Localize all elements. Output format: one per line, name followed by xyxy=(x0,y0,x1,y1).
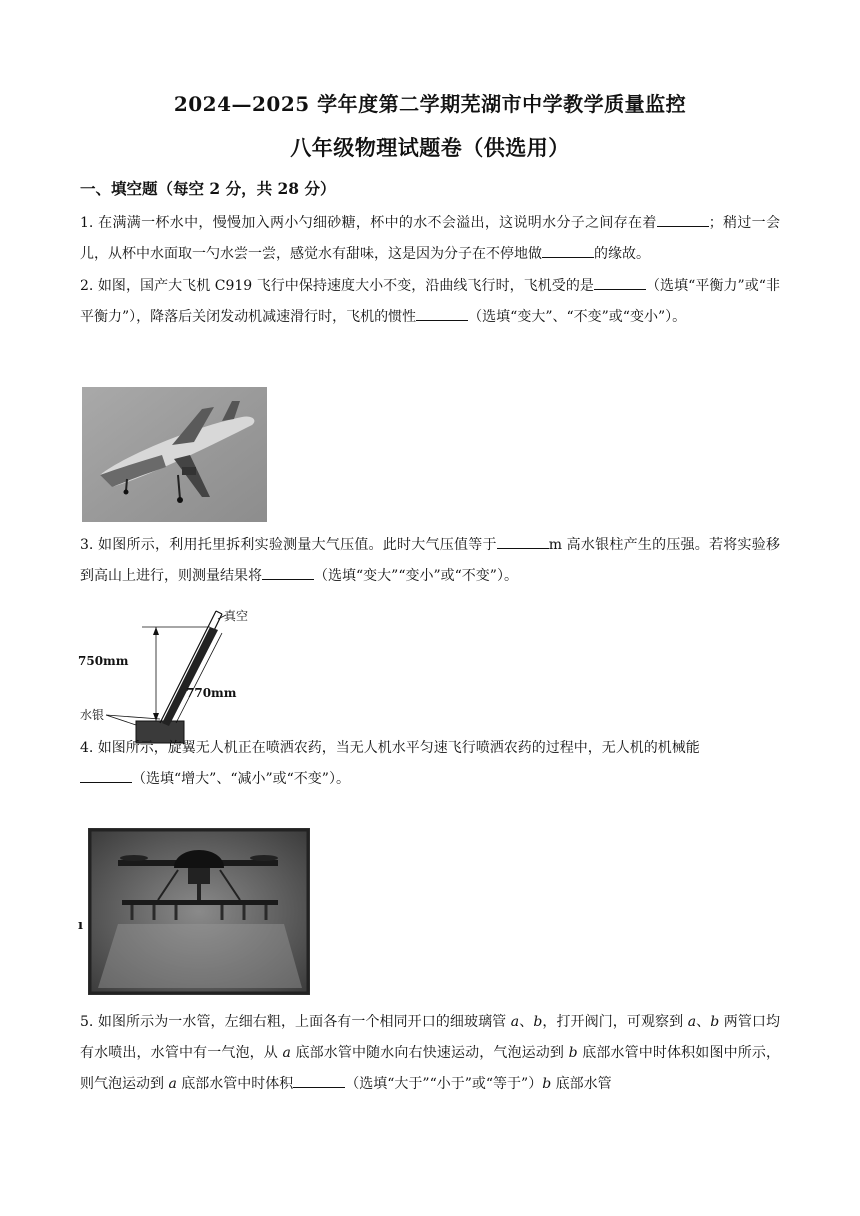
question-3 xyxy=(80,530,780,592)
vacuum-label: 真空 xyxy=(224,609,249,623)
question-text: 4. 如图所示，旋翼无人机正在喷洒农药，当无人机水平匀速飞行喷洒农药的过程中，无人机的机械能 xyxy=(80,740,700,756)
question-5 xyxy=(80,1007,780,1100)
question-text: （选填“大于”“小于”或“等于”） xyxy=(345,1076,543,1092)
stray-mark: ı xyxy=(78,918,83,933)
question-text: 3. 如图所示，利用托里拆利实验测量大气压值。此时大气压值等于 xyxy=(80,537,497,553)
question-text: 底部水管中随水向右快速运动，气泡运动到 xyxy=(290,1045,569,1061)
variable-b: b xyxy=(533,1014,543,1030)
question-text: 2. 如图，国产大飞机 C919 飞行中保持速度大小不变，沿曲线飞行时，飞机受的是 xyxy=(80,278,594,294)
question-text: m 高水银柱产生的压强。若将实验移到高山上进行，则测量结果将 xyxy=(80,537,780,584)
question-text: （选填“变大”、“不变”或“变小”）。 xyxy=(468,309,687,325)
variable-b: b xyxy=(710,1014,720,1030)
question-text: 、 xyxy=(696,1014,711,1030)
answer-blank[interactable] xyxy=(542,243,594,258)
question-text: ，打开阀门，可观察到 xyxy=(542,1014,688,1030)
question-text: 5. 如图所示为一水管，左细右粗，上面各有一个相同开口的细玻璃管 xyxy=(80,1014,511,1030)
question-text: （选填“变大”“变小”或“不变”）。 xyxy=(314,568,518,584)
question-2 xyxy=(80,271,780,333)
question-text: 底部水管中时体积如图中所示，则气泡运动到 xyxy=(80,1045,780,1092)
variable-b: b xyxy=(568,1045,578,1061)
exam-title: 2024—2025 学年度第二学期芜湖市中学教学质量监控 xyxy=(173,92,687,116)
variable-a: a xyxy=(510,1014,520,1030)
height-750-label: 750mm xyxy=(78,654,129,668)
section-heading: 一、填空题（每空 2 分，共 28 分） xyxy=(80,179,336,198)
length-770-label: 770mm xyxy=(186,686,237,700)
question-text: ；稍过一会儿，从杯中水面取一勺水尝一尝，感觉水有甜味，这是因为分子在不停地做 xyxy=(80,215,780,262)
variable-a: a xyxy=(168,1076,177,1092)
question-text: 的缘故。 xyxy=(594,246,650,262)
question-text: （选填“增大”、“减小”或“不变”）。 xyxy=(132,771,350,787)
question-text: 1. 在满满一杯水中，慢慢加入两小勺细砂糖，杯中的水不会溢出，这说明水分子之间存在着 xyxy=(80,215,657,231)
answer-blank[interactable] xyxy=(594,275,646,290)
variable-a: a xyxy=(282,1045,291,1061)
torricelli-diagram xyxy=(76,605,276,747)
answer-blank[interactable] xyxy=(416,306,468,321)
variable-a: a xyxy=(687,1014,697,1030)
exam-subtitle: 八年级物理试题卷（供选用） xyxy=(290,135,570,160)
question-text: 两管口均有水喷出，水管中有一气泡，从 xyxy=(80,1014,781,1061)
answer-blank[interactable] xyxy=(497,534,549,549)
answer-blank[interactable] xyxy=(293,1073,345,1088)
drone-photo xyxy=(88,828,310,995)
question-text: 底部水管中时体积 xyxy=(176,1076,294,1092)
mercury-label: 水银 xyxy=(80,708,105,722)
answer-blank[interactable] xyxy=(262,565,314,580)
answer-blank[interactable] xyxy=(657,212,709,227)
airplane-photo xyxy=(82,387,267,522)
question-text: 、 xyxy=(519,1014,534,1030)
variable-b: b xyxy=(542,1076,552,1092)
answer-blank[interactable] xyxy=(80,768,132,783)
question-4 xyxy=(80,733,780,795)
question-text: 底部水管 xyxy=(551,1076,612,1092)
question-text: （选填“平衡力”或“非平衡力”），降落后关闭发动机减速滑行时，飞机的惯性 xyxy=(80,278,780,325)
question-1 xyxy=(80,208,780,270)
